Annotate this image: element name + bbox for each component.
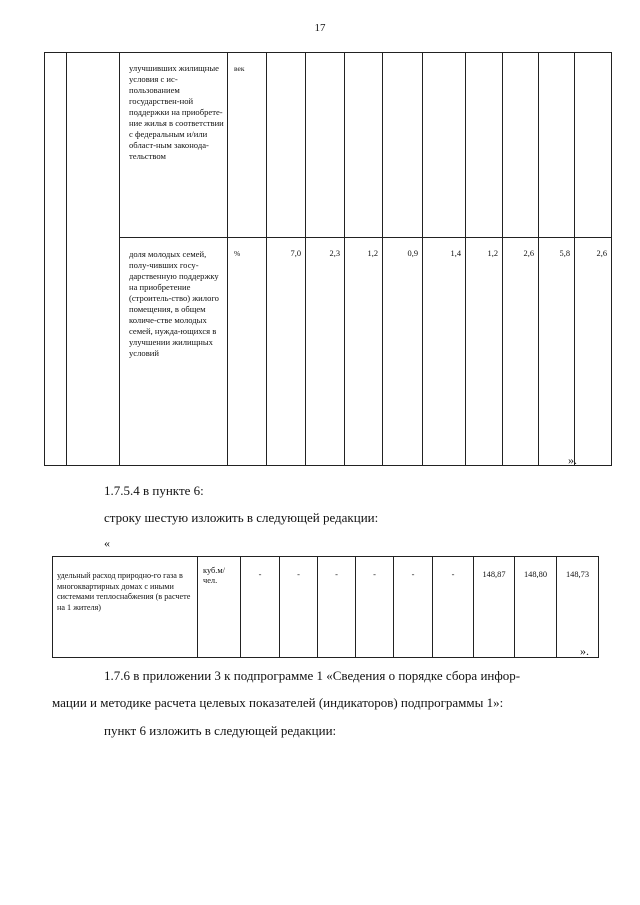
value-cell: - bbox=[433, 557, 474, 658]
closing-quote: ». bbox=[568, 453, 577, 467]
value-cell bbox=[466, 53, 503, 238]
opening-quote: « bbox=[104, 536, 110, 550]
table-row bbox=[45, 53, 612, 238]
paragraph: 1.7.5.4 в пункте 6: bbox=[104, 483, 204, 498]
page-number: 17 bbox=[314, 22, 326, 34]
value-cell: - bbox=[241, 557, 280, 658]
indicator-name-cell: улучшивших жилищные условия с ис-пользованием государствен-ной поддержки на приобрете-ние жилья в соответствии с федеральным и/или област-ным законода-тельством bbox=[120, 53, 228, 238]
value-cell: 1,2 bbox=[466, 238, 503, 466]
value-cell: 7,0 bbox=[267, 238, 306, 466]
value-cell bbox=[306, 53, 345, 238]
table-row bbox=[45, 238, 612, 466]
closing-quote: ». bbox=[580, 644, 589, 658]
value-cell: 0,9 bbox=[383, 238, 423, 466]
gas-consumption-table bbox=[52, 556, 599, 658]
value-cell: 5,8 bbox=[539, 238, 575, 466]
value-cell: 1,4 bbox=[423, 238, 466, 466]
value-cell: - bbox=[356, 557, 394, 658]
paragraph: 1.7.6 в приложении 3 к подпрограмме 1 «Сведения о порядке сбора инфор- bbox=[104, 668, 521, 683]
value-cell bbox=[423, 53, 466, 238]
value-cell: - bbox=[318, 557, 356, 658]
unit-cell: век bbox=[228, 53, 267, 238]
value-cell: 1,2 bbox=[345, 238, 383, 466]
value-cell bbox=[267, 53, 306, 238]
value-cell: 2,3 bbox=[306, 238, 345, 466]
value-cell: 148,87 bbox=[474, 557, 515, 658]
paragraph: строку шестую изложить в следующей редакции: bbox=[104, 510, 379, 525]
paragraph: мации и методике расчета целевых показателей (индикаторов) подпрограммы 1»: bbox=[52, 695, 504, 710]
value-cell bbox=[345, 53, 383, 238]
value-cell bbox=[575, 53, 612, 238]
value-cell: - bbox=[280, 557, 318, 658]
paragraph: пункт 6 изложить в следующей редакции: bbox=[104, 723, 337, 738]
unit-cell: куб.м/ чел. bbox=[198, 557, 241, 658]
target-cell bbox=[67, 53, 120, 466]
unit-cell: % bbox=[228, 238, 267, 466]
value-cell: 148,80 bbox=[515, 557, 557, 658]
table-row bbox=[53, 557, 599, 658]
value-cell bbox=[539, 53, 575, 238]
indicator-name-cell: удельный расход природно-го газа в многоквартирных домах с иными системами теплоснабжения (в расчете на 1 жителя) bbox=[53, 557, 198, 658]
value-cell: - bbox=[394, 557, 433, 658]
value-cell: 2,6 bbox=[575, 238, 612, 466]
value-cell: 2,6 bbox=[503, 238, 539, 466]
number-cell bbox=[45, 53, 67, 466]
indicator-name-cell: доля молодых семей, полу-чивших госу-дарственную поддержку на приобретение (строитель-ство) жилого помещения, в общем количе-стве молодых семей, нужда-ющихся в улучшении жилищных условий bbox=[120, 238, 228, 466]
value-cell bbox=[383, 53, 423, 238]
value-cell bbox=[503, 53, 539, 238]
value-cell: 148,73 bbox=[557, 557, 599, 658]
indicators-table-continued bbox=[44, 52, 612, 466]
